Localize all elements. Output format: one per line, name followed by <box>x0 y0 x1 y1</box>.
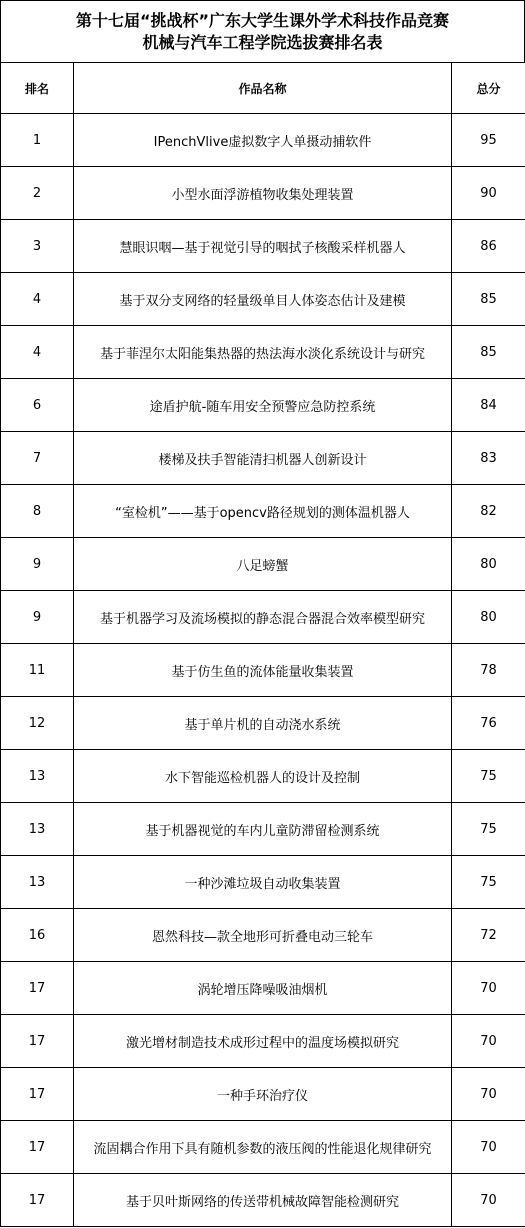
project-name-cell: 基于仿生鱼的流体能量收集装置 <box>74 644 452 697</box>
score-cell: 70 <box>452 1174 525 1227</box>
table-row <box>1 432 525 485</box>
project-name-cell: 基于贝叶斯网络的传送带机械故障智能检测研究 <box>74 1174 452 1227</box>
table-row <box>1 1121 525 1174</box>
rank-cell: 4 <box>1 326 74 379</box>
table-row <box>1 273 525 326</box>
rank-cell: 13 <box>1 803 74 856</box>
header-rank: 排名 <box>1 63 74 114</box>
score-cell: 72 <box>452 909 525 962</box>
score-cell: 90 <box>452 167 525 220</box>
project-name-cell: 小型水面浮游植物收集处理装置 <box>74 167 452 220</box>
header-name: 作品名称 <box>74 63 452 114</box>
rank-cell: 3 <box>1 220 74 273</box>
score-cell: 85 <box>452 326 525 379</box>
table-row <box>1 909 525 962</box>
table-row <box>1 697 525 750</box>
rank-cell: 17 <box>1 1015 74 1068</box>
table-row <box>1 1174 525 1227</box>
table-row <box>1 1015 525 1068</box>
table-row <box>1 644 525 697</box>
header-score: 总分 <box>452 63 525 114</box>
rank-cell: 4 <box>1 273 74 326</box>
table-row <box>1 962 525 1015</box>
score-cell: 80 <box>452 538 525 591</box>
project-name-cell: 流固耦合作用下具有随机参数的液压阀的性能退化规律研究 <box>74 1121 452 1174</box>
rank-cell: 17 <box>1 1068 74 1121</box>
table-row <box>1 1068 525 1121</box>
project-name-cell: 基于单片机的自动浇水系统 <box>74 697 452 750</box>
rank-cell: 12 <box>1 697 74 750</box>
rank-cell: 16 <box>1 909 74 962</box>
project-name-cell: 慧眼识咽—基于视觉引导的咽拭子核酸采样机器人 <box>74 220 452 273</box>
project-name-cell: 途盾护航-随车用安全预警应急防控系统 <box>74 379 452 432</box>
table-row <box>1 538 525 591</box>
score-cell: 75 <box>452 856 525 909</box>
rank-cell: 2 <box>1 167 74 220</box>
project-name-cell: “室检机”——基于opencv路径规划的测体温机器人 <box>74 485 452 538</box>
ranking-table <box>0 62 525 1227</box>
project-name-cell: IPenchVlive虚拟数字人单摄动捕软件 <box>74 114 452 167</box>
rank-cell: 11 <box>1 644 74 697</box>
header-row <box>1 63 525 114</box>
score-cell: 82 <box>452 485 525 538</box>
score-cell: 70 <box>452 1068 525 1121</box>
table-row <box>1 750 525 803</box>
project-name-cell: 基于机器视觉的车内儿童防滞留检测系统 <box>74 803 452 856</box>
title-line-1: 第十七届“挑战杯”广东大学生课外学术科技作品竞赛 <box>75 10 450 30</box>
table-row <box>1 856 525 909</box>
score-cell: 80 <box>452 591 525 644</box>
rank-cell: 13 <box>1 856 74 909</box>
score-cell: 95 <box>452 114 525 167</box>
table-row <box>1 485 525 538</box>
project-name-cell: 涡轮增压降噪吸油烟机 <box>74 962 452 1015</box>
rank-cell: 1 <box>1 114 74 167</box>
table-row <box>1 803 525 856</box>
score-cell: 83 <box>452 432 525 485</box>
project-name-cell: 水下智能巡检机器人的设计及控制 <box>74 750 452 803</box>
project-name-cell: 基于双分支网络的轻量级单目人体姿态估计及建模 <box>74 273 452 326</box>
rank-cell: 7 <box>1 432 74 485</box>
rank-cell: 17 <box>1 1174 74 1227</box>
score-cell: 84 <box>452 379 525 432</box>
table-row <box>1 591 525 644</box>
project-name-cell: 八足螃蟹 <box>74 538 452 591</box>
project-name-cell: 基于菲涅尔太阳能集热器的热法海水淡化系统设计与研究 <box>74 326 452 379</box>
rank-cell: 17 <box>1 962 74 1015</box>
rank-cell: 17 <box>1 1121 74 1174</box>
title-block <box>0 0 525 62</box>
title-line-2: 机械与汽车工程学院选拔赛排名表 <box>142 32 383 52</box>
table-body <box>1 114 525 1227</box>
rank-cell: 6 <box>1 379 74 432</box>
table-row <box>1 220 525 273</box>
score-cell: 70 <box>452 1121 525 1174</box>
rank-cell: 9 <box>1 538 74 591</box>
project-name-cell: 恩然科技—款全地形可折叠电动三轮车 <box>74 909 452 962</box>
score-cell: 85 <box>452 273 525 326</box>
table-row <box>1 114 525 167</box>
rank-cell: 13 <box>1 750 74 803</box>
project-name-cell: 基于机器学习及流场模拟的静态混合器混合效率模型研究 <box>74 591 452 644</box>
score-cell: 78 <box>452 644 525 697</box>
score-cell: 76 <box>452 697 525 750</box>
table-row <box>1 326 525 379</box>
project-name-cell: 一种手环治疗仪 <box>74 1068 452 1121</box>
rank-cell: 9 <box>1 591 74 644</box>
rank-cell: 8 <box>1 485 74 538</box>
project-name-cell: 一种沙滩垃圾自动收集装置 <box>74 856 452 909</box>
score-cell: 70 <box>452 1015 525 1068</box>
score-cell: 86 <box>452 220 525 273</box>
project-name-cell: 激光增材制造技术成形过程中的温度场模拟研究 <box>74 1015 452 1068</box>
score-cell: 75 <box>452 750 525 803</box>
score-cell: 75 <box>452 803 525 856</box>
score-cell: 70 <box>452 962 525 1015</box>
project-name-cell: 楼梯及扶手智能清扫机器人创新设计 <box>74 432 452 485</box>
table-row <box>1 167 525 220</box>
table-row <box>1 379 525 432</box>
